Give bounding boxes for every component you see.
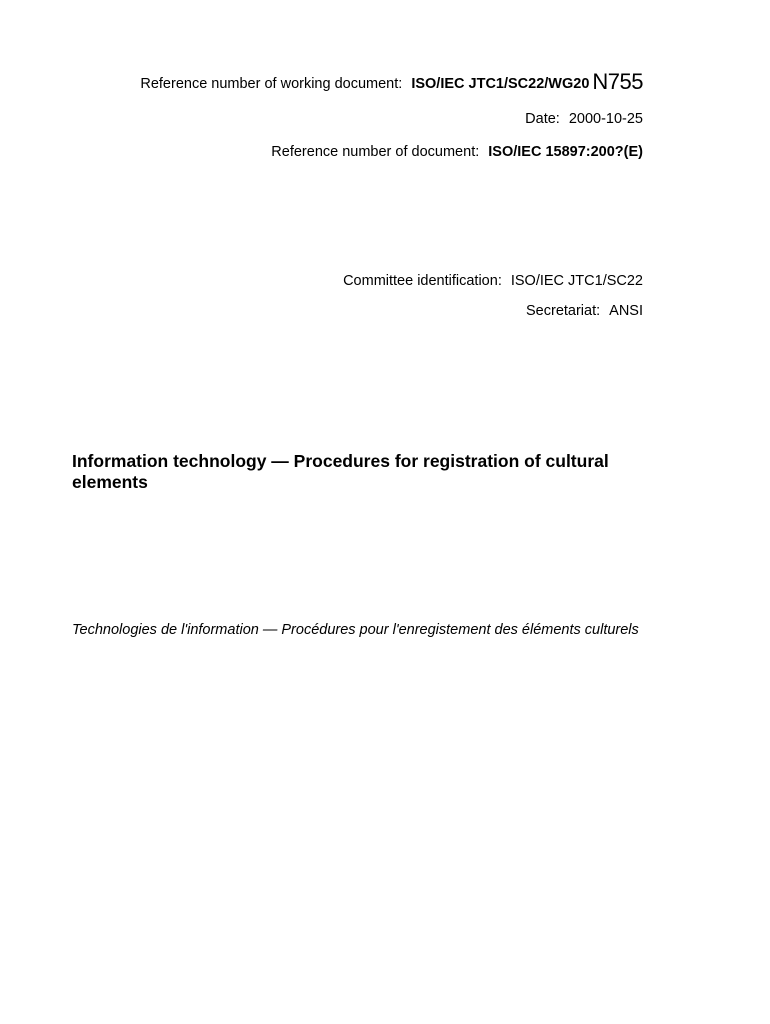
- secretariat-label: Secretariat:: [526, 303, 601, 319]
- working-document-number: N755: [592, 69, 643, 94]
- english-title: Information technology — Procedures for registration of cultural elements: [72, 451, 609, 492]
- secretariat: [526, 302, 643, 320]
- working-document-value: ISO/IEC JTC1/SC22/WG20: [411, 76, 590, 92]
- date-label: Date:: [525, 111, 560, 127]
- working-document-reference: [140, 69, 643, 94]
- committee-label: Committee identification:: [343, 273, 502, 289]
- document-date: [525, 110, 643, 128]
- reference-document-value: ISO/IEC 15897:200?(E): [488, 144, 643, 160]
- secretariat-value: ANSI: [609, 303, 643, 319]
- committee-value: ISO/IEC JTC1/SC22: [510, 273, 643, 289]
- committee-identification: [343, 272, 643, 290]
- document-reference: [271, 143, 643, 161]
- date-value: 2000-10-25: [568, 111, 643, 127]
- french-title: Technologies de l'information — Procédures pour l'enregistement des éléments culturels: [72, 622, 639, 638]
- working-document-label: Reference number of working document:: [140, 76, 403, 92]
- reference-document-label: Reference number of document:: [271, 144, 480, 160]
